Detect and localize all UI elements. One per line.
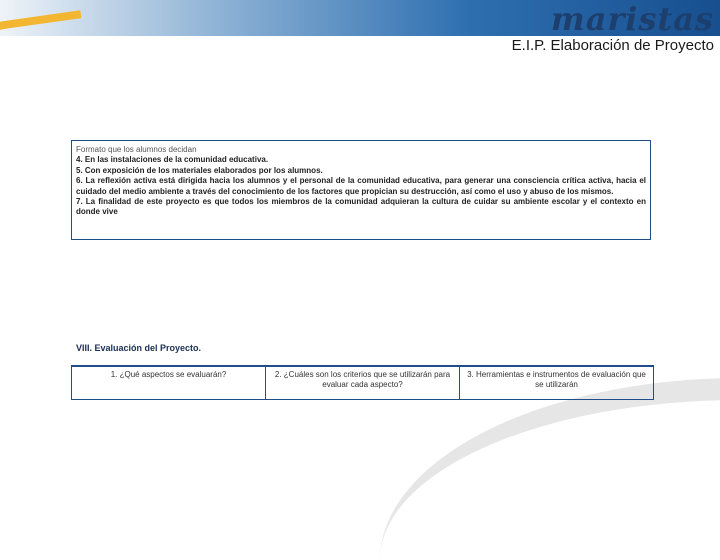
list-item: 4. En las instalaciones de la comunidad educativa. xyxy=(76,155,269,165)
maristas-logo: maristas xyxy=(550,0,714,38)
decorative-swoosh-left xyxy=(0,10,98,158)
list-item: 5. Con exposición de los materiales elaborados por los alumnos. xyxy=(76,165,323,175)
list-item: 6. La reflexión activa está dirigida hacia los alumnos y el personal de la comunidad educativa, para generar una consciencia crítica activa, hacia el cuidado del medio ambiente a través del conocimiento de los factores que propician su destrucción, así como el uso y abuso de los mismos. xyxy=(76,176,646,196)
evaluation-table xyxy=(71,365,654,400)
list-item: 7. La finalidad de este proyecto es que todos los miembros de la comunidad adquieran la cultura de cuidar su ambiente escolar y el contexto en donde vive xyxy=(76,197,646,217)
decorative-swoosh-right xyxy=(380,378,720,560)
project-list-box xyxy=(71,140,651,240)
list-intro: Formato que los alumnos decidan xyxy=(76,145,197,154)
evaluation-column-tools: 3. Herramientas e instrumentos de evaluación que se utilizarán xyxy=(467,370,646,389)
section-heading-evaluation: VIII. Evaluación del Proyecto. xyxy=(76,343,202,353)
evaluation-column-aspects: 1. ¿Qué aspectos se evaluarán? xyxy=(72,367,266,399)
page-title: E.I.P. Elaboración de Proyecto xyxy=(511,37,714,54)
evaluation-column-criteria: 2. ¿Cuáles son los criterios que se utilizarán para evaluar cada aspecto? xyxy=(266,367,460,399)
